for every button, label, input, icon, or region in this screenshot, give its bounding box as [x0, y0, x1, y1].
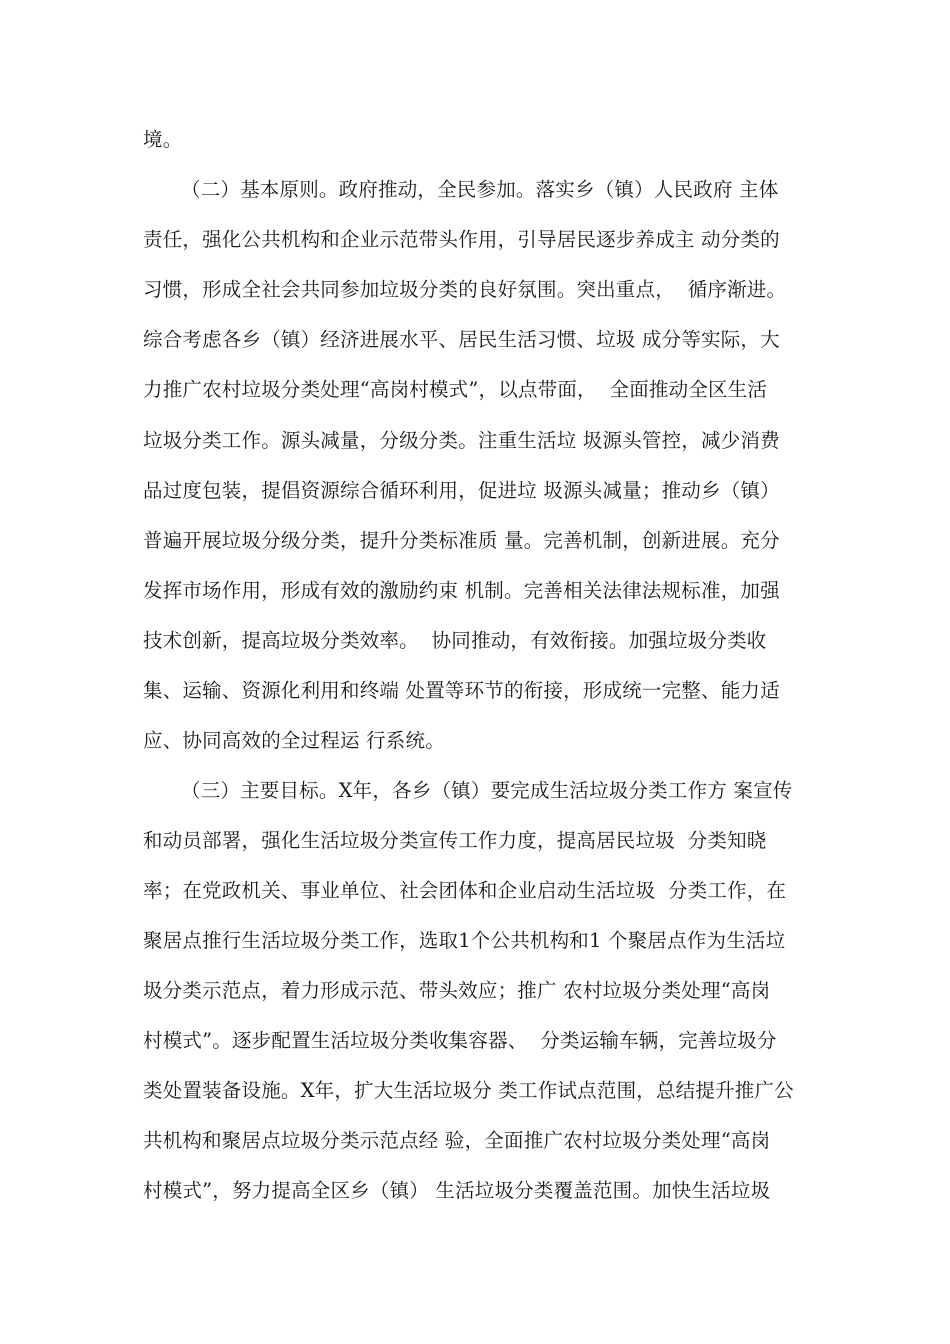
text-line: 境。: [143, 128, 183, 151]
text-line: 率；在党政机关、事业单位、社会团体和企业启动生活垃圾 分类工作，在: [143, 879, 787, 902]
text-line: 村模式”，努力提高全区乡（镇） 生活垃圾分类覆盖范围。加快生活垃圾: [143, 1179, 771, 1202]
text-line: 圾分类示范点，着力形成示范、带头效应；推广 农村垃圾分类处理“高岗: [143, 979, 771, 1002]
text-line: 村模式”。逐步配置生活垃圾分类收集容器、 分类运输车辆，完善垃圾分: [143, 1029, 777, 1052]
paragraph-2-heading-line: （二）基本原则。政府推动，全民参加。落实乡（镇）人民政府 主体: [181, 178, 779, 201]
text-line: 类处置装备设施。X年，扩大生活垃圾分 类工作试点范围，总结提升推广公: [143, 1079, 794, 1102]
text-line: 技术创新，提高垃圾分类效率。 协同推动，有效衔接。加强垃圾分类收: [143, 629, 767, 652]
text-line: 品过度包装，提倡资源综合循环利用，促进垃 圾源头减量；推动乡（镇）: [143, 479, 780, 502]
text-line: 责任，强化公共机构和企业示范带头作用，引导居民逐步养成主 动分类的: [143, 228, 780, 251]
text-line: 综合考虑各乡（镇）经济进展水平、居民生活习惯、垃圾 成分等实际，大: [143, 328, 780, 351]
text-line: 共机构和聚居点垃圾分类示范点经 验，全面推广农村垃圾分类处理“高岗: [143, 1129, 771, 1152]
text-line: 习惯，形成全社会共同参加垃圾分类的良好氛围。突出重点， 循序渐进。: [143, 278, 787, 301]
text-line: 发挥市场作用，形成有效的激励约束 机制。完善相关法律法规标准，加强: [143, 579, 780, 602]
text-line: 普遍开展垃圾分级分类，提升分类标准质 量。完善机制，创新进展。充分: [143, 529, 780, 552]
text-line: 力推广农村垃圾分类处理“高岗村模式”，以点带面， 全面推动全区生活: [143, 378, 768, 401]
text-line: 和动员部署，强化生活垃圾分类宣传工作力度，提高居民垃圾 分类知晓: [143, 829, 767, 852]
text-line: 应、协同高效的全过程运 行系统。: [143, 729, 445, 752]
text-line: 集、运输、资源化利用和终端 处置等环节的衔接，形成统一完整、能力适: [143, 679, 780, 702]
text-line: 聚居点推行生活垃圾分类工作，选取1个公共机构和1 个聚居点作为生活垃: [143, 929, 786, 952]
text-line: 垃圾分类工作。源头减量，分级分类。注重生活垃 圾源头管控，减少消费: [143, 429, 780, 452]
paragraph-3-heading-line: （三）主要目标。X年，各乡（镇）要完成生活垃圾分类工作方 案宣传: [181, 779, 793, 802]
